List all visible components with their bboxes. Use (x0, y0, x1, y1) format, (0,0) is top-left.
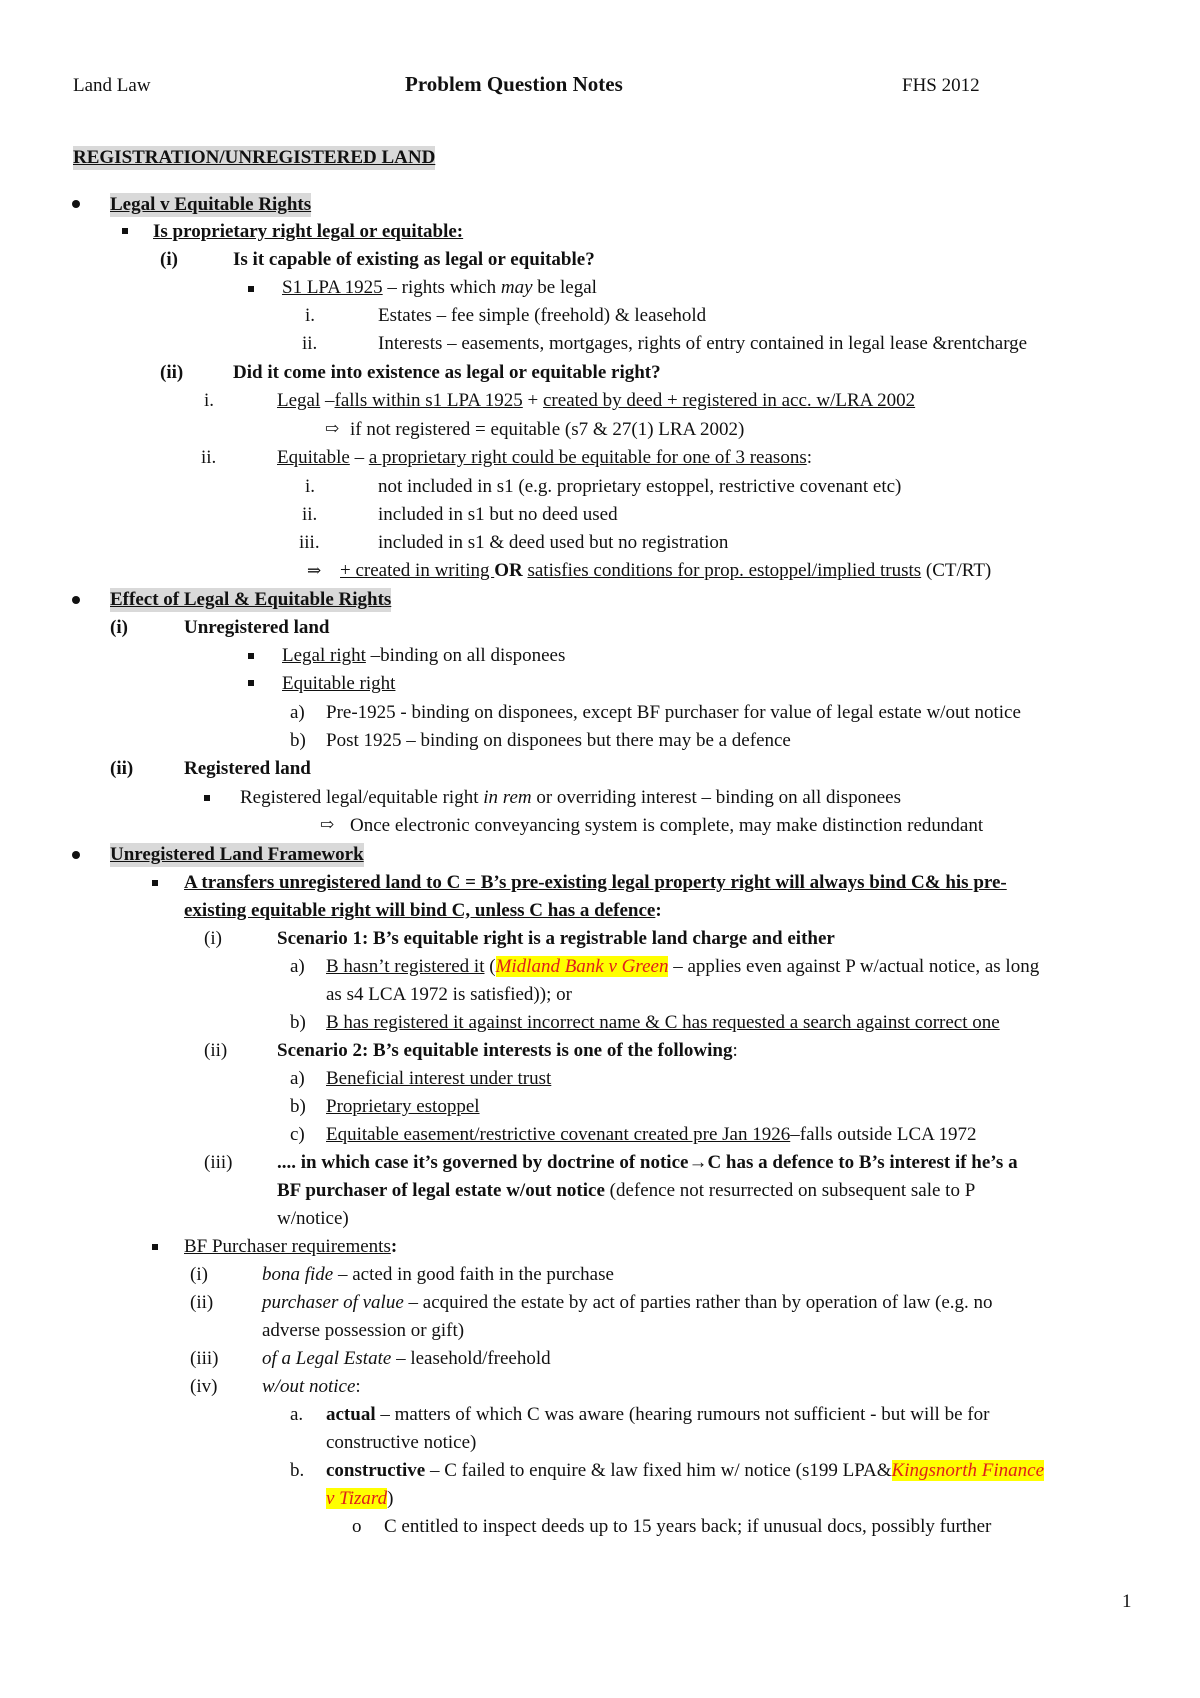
bullet-disc-icon (72, 851, 80, 859)
scenario1a-label: B hasn’t registered it (326, 956, 485, 977)
q1-number: (i) (160, 249, 178, 270)
legal-deed: created by deed + registered in acc. w/LRA 2002 (543, 390, 916, 411)
pre1925-text: Pre-1925 - binding on disponees, except BF purchaser for value of legal estate w/out notice (326, 702, 1021, 723)
equitable-label: Equitable (277, 447, 350, 468)
registered-right-in-rem: in rem (483, 787, 532, 808)
registered-right-a: Registered legal/equitable right (240, 787, 484, 808)
notice-b-line (326, 1459, 1044, 1483)
bf3-term: of a Legal Estate (262, 1348, 392, 1369)
bullet-square-icon (204, 795, 210, 801)
scenario2b-number: b) (290, 1096, 306, 1117)
s1-lpa-text-b: be legal (532, 277, 597, 298)
subheading-proprietary-right: Is proprietary right legal or equitable: (153, 221, 464, 242)
framework-main-1: A transfers unregistered land to C = B’s pre-existing legal property right will always bind C& his pre- (184, 872, 1007, 893)
registered-right-line (240, 786, 901, 810)
interests-number: ii. (302, 333, 318, 354)
notice-a-number: a. (290, 1404, 304, 1425)
bf2-line (262, 1291, 993, 1315)
s1-lpa-ref: S1 LPA 1925 (282, 277, 383, 298)
legal-dash: – (320, 390, 335, 411)
estates-text: Estates – fee simple (freehold) & leasehold (378, 305, 707, 326)
page-number: 1 (1122, 1591, 1132, 1612)
scenario2a-number: a) (290, 1068, 305, 1089)
s1-lpa-text-a: – rights which (382, 277, 501, 298)
notice-a-text: – matters of which C was aware (hearing rumours not sufficient - but will be for (375, 1404, 990, 1425)
bf4-colon: : (355, 1376, 361, 1397)
header-title: Problem Question Notes (405, 72, 623, 96)
legal-line (277, 389, 915, 413)
circle-bullet-icon: o (352, 1516, 362, 1537)
unregistered-label: Unregistered land (184, 617, 330, 638)
scenario3-line-3: w/notice) (277, 1208, 349, 1229)
legal-right-text: –binding on all disponees (365, 645, 566, 666)
post1925-text: Post 1925 – binding on disponees but there may be a defence (326, 730, 791, 751)
bf2-term: purchaser of value (262, 1292, 404, 1313)
equitable-reasons: a proprietary right could be equitable for one of 3 reasons (368, 447, 807, 468)
interests-text: Interests – easements, mortgages, rights of entry contained in legal lease &rentcharge (378, 333, 1028, 354)
registered-right-b: or overriding interest – binding on all disponees (531, 787, 901, 808)
s1-lpa-line (282, 276, 597, 300)
header-left: Land Law (73, 75, 151, 96)
legal-right-line (282, 644, 565, 668)
arrow-right-icon: ⇨ (320, 815, 335, 834)
case-kingsnorth: Kingsnorth Finance (891, 1460, 1045, 1481)
bullet-square-icon (248, 286, 254, 292)
scenario2c-text: –falls outside LCA 1972 (790, 1124, 977, 1145)
estates-number: i. (305, 305, 316, 326)
writing-estoppel: satisfies conditions for prop. estoppel/implied trusts (527, 560, 922, 581)
section-title: REGISTRATION/UNREGISTERED LAND (73, 147, 436, 168)
scenario3-defence: (defence not resurrected on subsequent sale to P (604, 1180, 976, 1201)
scenario2-number: (ii) (204, 1040, 228, 1061)
heading-effect: Effect of Legal & Equitable Rights (110, 589, 392, 610)
scenario2-line (277, 1039, 738, 1063)
case-tizard: v Tizard (326, 1488, 388, 1509)
scenario1-text: Scenario 1: B’s equitable right is a registrable land charge and either (277, 928, 835, 949)
bullet-square-icon (248, 653, 254, 659)
scenario3-text-b: C has a defence to B’s interest if he’s a (707, 1152, 1018, 1173)
writing-created: + created in writing (340, 560, 495, 581)
scenario2c-label: Equitable easement/restrictive covenant created pre Jan 1926 (326, 1124, 791, 1145)
scenario1a-paren: ( (484, 956, 496, 977)
bf1-line (262, 1263, 614, 1287)
scenario1a-cont: as s4 LCA 1972 is satisfied)); or (326, 984, 572, 1005)
notice-b-text: – C failed to enquire & law fixed him w/ notice (s199 LPA& (425, 1460, 892, 1481)
notice-constructive: constructive (326, 1460, 426, 1481)
reason1-number: i. (305, 476, 316, 497)
bf2-text: – acquired the estate by act of parties rather than by operation of law (e.g. no (403, 1292, 993, 1313)
heading-unregistered-framework: Unregistered Land Framework (110, 844, 364, 865)
electronic-conveyancing: Once electronic conveyancing system is complete, may make distinction redundant (350, 815, 984, 836)
legal-number: i. (204, 390, 215, 411)
scenario3-number: (iii) (204, 1152, 233, 1173)
pre1925-number: a) (290, 702, 305, 723)
bf-requirements-label: BF Purchaser requirements (184, 1236, 391, 1257)
legal-s1: falls within s1 LPA 1925 (334, 390, 523, 411)
bf1-term: bona fide (262, 1264, 334, 1285)
bf-requirements-line (184, 1235, 397, 1259)
bf1-number: (i) (190, 1264, 208, 1285)
bf-requirements-colon: : (390, 1236, 398, 1257)
bullet-square-icon (122, 228, 128, 234)
unregistered-number: (i) (110, 617, 128, 638)
legal-plus: + (522, 390, 543, 411)
header-right: FHS 2012 (902, 75, 980, 96)
scenario2a-text: Beneficial interest under trust (326, 1068, 552, 1089)
notice-actual: actual (326, 1404, 376, 1425)
equitable-right-label: Equitable right (282, 673, 396, 694)
scenario1b-text: B has registered it against incorrect name & C has requested a search against correct one (326, 1012, 1000, 1033)
registered-label: Registered land (184, 758, 311, 779)
bullet-disc-icon (72, 596, 80, 604)
scenario1-number: (i) (204, 928, 222, 949)
bullet-square-icon (152, 1244, 158, 1250)
bf1-text: – acted in good faith in the purchase (333, 1264, 614, 1285)
equitable-dash: – (349, 447, 369, 468)
scenario1a-number: a) (290, 956, 305, 977)
scenario1a-text: – applies even against P w/actual notice, as long (668, 956, 1040, 977)
q2-text: Did it come into existence as legal or equitable right? (233, 362, 661, 383)
framework-main-2: existing equitable right will bind C, unless C has a defence (184, 900, 656, 921)
scenario2-text: Scenario 2: B’s equitable interests is one of the following (277, 1040, 733, 1061)
inspect-deeds: C entitled to inspect deeds up to 15 years back; if unusual docs, possibly further (384, 1516, 992, 1537)
scenario2b-text: Proprietary estoppel (326, 1096, 480, 1117)
bullet-square-icon (152, 880, 158, 886)
notice-a-line (326, 1403, 989, 1427)
reason2-number: ii. (302, 504, 318, 525)
legal-label: Legal (277, 390, 321, 411)
s1-lpa-may: may (500, 277, 533, 298)
scenario3-line-2 (277, 1179, 975, 1203)
bullet-disc-icon (72, 200, 80, 208)
bf4-line (262, 1375, 361, 1399)
reason3-text: included in s1 & deed used but no registration (378, 532, 729, 553)
arrow-right-icon: → (688, 1152, 708, 1173)
scenario3-text-a: .... in which case it’s governed by doctrine of notice (277, 1152, 689, 1173)
writing-ctrt: (CT/RT) (921, 560, 992, 581)
notice-b-cont (326, 1487, 393, 1511)
scenario2c-line (326, 1123, 977, 1147)
notice-b-number: b. (290, 1460, 305, 1481)
reason2-text: included in s1 but no deed used (378, 504, 618, 525)
scenario2-colon: : (732, 1040, 738, 1061)
writing-line (340, 559, 991, 583)
equitable-colon: : (806, 447, 812, 468)
bf4-number: (iv) (190, 1376, 218, 1397)
post1925-number: b) (290, 730, 306, 751)
scenario3-bf: BF purchaser of legal estate w/out notice (277, 1180, 605, 1201)
legal-right-label: Legal right (282, 645, 366, 666)
bf2-number: (ii) (190, 1292, 214, 1313)
bf3-line (262, 1347, 551, 1371)
arrow-right-icon: ⇒ (307, 561, 322, 580)
bf3-text: – leasehold/freehold (391, 1348, 551, 1369)
scenario2c-number: c) (290, 1124, 305, 1145)
bf3-number: (iii) (190, 1348, 219, 1369)
heading-legal-v-equitable: Legal v Equitable Rights (110, 194, 312, 215)
notice-b-close: ) (387, 1488, 394, 1509)
framework-main-2-line (184, 899, 662, 923)
equitable-line (277, 446, 812, 470)
bf2-cont: adverse possession or gift) (262, 1320, 465, 1341)
case-midland-bank: Midland Bank v Green (495, 956, 669, 977)
reason1-text: not included in s1 (e.g. proprietary estoppel, restrictive covenant etc) (378, 476, 902, 497)
writing-or: OR (494, 560, 523, 581)
framework-main-2-colon: : (655, 900, 662, 921)
scenario3-line-1 (277, 1151, 1018, 1175)
reason3-number: iii. (299, 532, 320, 553)
bullet-square-icon (248, 680, 254, 686)
arrow-right-icon: ⇨ (325, 419, 340, 438)
equitable-number: ii. (201, 447, 217, 468)
bf4-term: w/out notice (262, 1376, 356, 1397)
notice-a-cont: constructive notice) (326, 1432, 477, 1453)
legal-not-registered: if not registered = equitable (s7 & 27(1) LRA 2002) (350, 419, 745, 440)
q2-number: (ii) (160, 362, 184, 383)
q1-text: Is it capable of existing as legal or equitable? (233, 249, 595, 270)
registered-number: (ii) (110, 758, 134, 779)
scenario1a-line (326, 955, 1039, 979)
scenario1b-number: b) (290, 1012, 306, 1033)
